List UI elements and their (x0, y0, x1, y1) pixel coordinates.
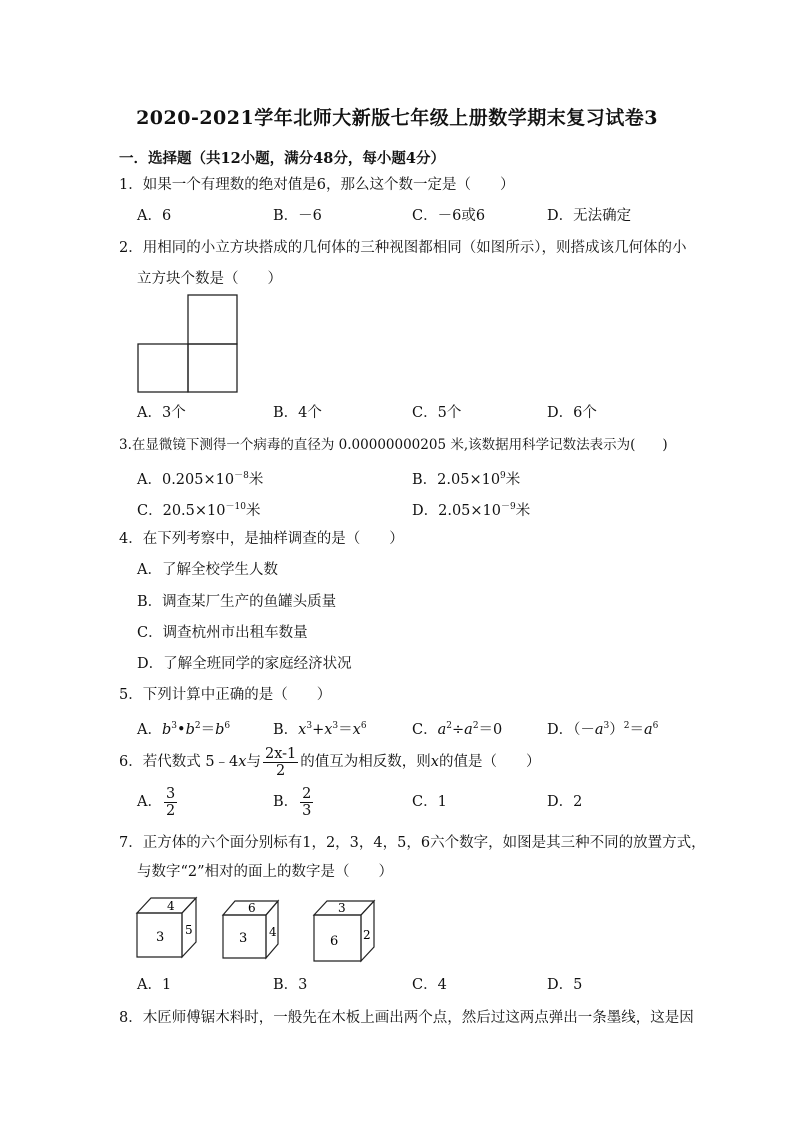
q2-option-c: C．5个 (412, 405, 462, 421)
square-bottom-left (138, 344, 188, 392)
square-bottom-right (188, 344, 237, 392)
q4-option-c: C．调查杭州市出租车数量 (137, 625, 308, 641)
q1-option-b: B．－6 (273, 208, 322, 224)
q6-option-d: D．2 (547, 794, 583, 810)
q2-option-a: A．3个 (137, 405, 186, 421)
q7-option-a: A．1 (137, 977, 172, 993)
q5-option-b: B．$x^3+x^3=x^6$ (273, 721, 367, 738)
q1-option-c: C．－6或6 (412, 208, 486, 224)
cube-1 (133, 893, 203, 961)
question-4-stem: 4．在下列考察中，是抽样调查的是（ ） (119, 531, 404, 547)
question-7-stem-line1: 7．正方体的六个面分别标有1，2，3，4，5，6六个数字，如图是其三种不同的放置方式， (119, 835, 706, 851)
question-2-stem-line2: 立方块个数是（ ） (137, 271, 282, 287)
q3-option-c: C．$20.5\times 10^{-10}$米 (137, 502, 261, 519)
cube-3-front: 6 (330, 934, 339, 949)
q7-option-d: D．5 (547, 977, 583, 993)
cube-2-front: 3 (239, 931, 248, 946)
q6-option-a: A． $\frac{3}{2}$ (137, 785, 176, 819)
question-3-stem: 3.在显微镜下测得一个病毒的直径为 0.00000000205 米,该数据用科学记数法表示为( ) (119, 437, 668, 453)
q2-option-d: D．6个 (547, 405, 597, 421)
cube-1-top: 4 (167, 899, 175, 913)
question-1-stem: 1．如果一个有理数的绝对值是6，那么这个数一定是（ ） (119, 177, 515, 193)
page-title: 2020-2021学年北师大新版七年级上册数学期末复习试卷3 (136, 107, 658, 129)
three-view-figure (136, 293, 240, 395)
q4-option-d: D．了解全班同学的家庭经济状况 (137, 656, 352, 672)
q6-option-b: B． $\frac{2}{3}$ (273, 785, 312, 819)
section-heading: 一．选择题（共12小题，满分48分，每小题4分） (119, 150, 445, 167)
q4-option-b: B．调查某厂生产的鱼罐头质量 (137, 594, 337, 610)
cube-3-side: 2 (363, 928, 371, 942)
q3-option-b: B．$2.05\times 10^9$米 (412, 471, 521, 488)
q1-option-d: D．无法确定 (547, 208, 632, 224)
cube-1-front: 3 (156, 930, 165, 945)
q4-option-a: A．了解全校学生人数 (137, 562, 278, 578)
q5-option-d: D．$(-a^3)^2=a^6$ (547, 721, 659, 738)
cube-3-top: 3 (338, 901, 346, 915)
cube-2-side: 4 (269, 925, 277, 939)
q7-option-c: C．4 (412, 977, 447, 993)
cube-2-top: 6 (248, 901, 256, 915)
cube-1-side: 5 (185, 923, 193, 937)
question-7-stem-line2: 与数字“2”相对的面上的数字是（ ） (137, 864, 394, 880)
cube-2 (219, 896, 285, 962)
q5-option-a: A．$b^3•b^2=b^6$ (137, 721, 231, 738)
question-8-stem: 8．木匠师傅锯木料时，一般先在木板上画出两个点，然后过这两点弹出一条墨线，这是因 (119, 1010, 694, 1026)
q6-fraction: $\frac{2x-1}{2}$ (264, 745, 297, 779)
q1-option-a: A．6 (137, 208, 172, 224)
square-top (188, 295, 237, 344)
q2-option-b: B．4个 (273, 405, 322, 421)
q6-option-c: C．1 (412, 794, 447, 810)
cube-3 (310, 896, 380, 964)
q7-option-b: B．3 (273, 977, 308, 993)
question-2-stem-line1: 2．用相同的小立方块搭成的几何体的三种视图都相同（如图所示），则搭成该几何体的小 (119, 240, 687, 256)
question-6-stem: 6．若代数式 5﹣4x与 $\frac{2x-1}{2}$ 的值互为相反数，则x的值是（ ） (119, 745, 541, 779)
question-5-stem: 5．下列计算中正确的是（ ） (119, 687, 332, 703)
q3-option-a: A．$0.205\times 10^{-8}$米 (137, 471, 264, 488)
q3-option-d: D．$2.05\times 10^{-9}$米 (412, 502, 531, 519)
q5-option-c: C．$a^2\div a^2=0$ (412, 721, 503, 738)
